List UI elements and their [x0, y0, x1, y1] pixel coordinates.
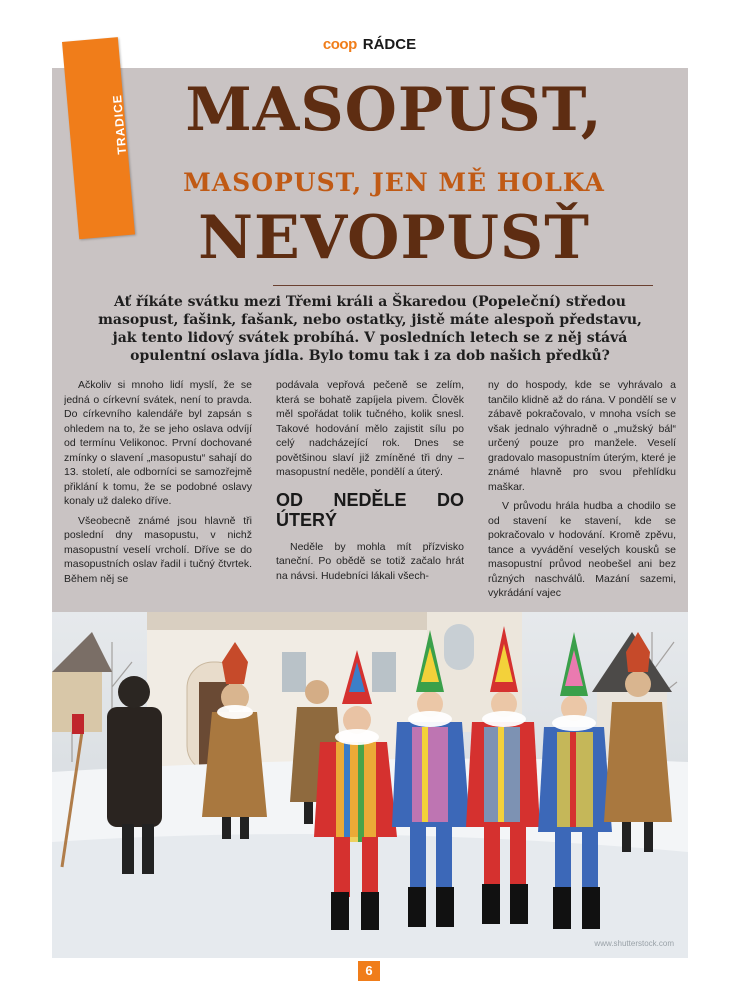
column-2-paragraph-2: Neděle by mohla mít přízvisko taneční. Po obědě se totiž začalo hrát na návsi. Hudebníci lákali všech-: [276, 540, 464, 582]
column-2: [276, 378, 464, 612]
headline-divider: [273, 285, 653, 286]
section-tab-label: TRADICE: [109, 93, 130, 155]
brand: [323, 36, 416, 53]
section-heading: OD NEDĚLE DO ÚTERÝ: [276, 489, 464, 530]
column-3-paragraph-2: V průvodu hrála hudba a chodilo se od stavení ke stavení, kde se pokračovalo v hodování. Kromě zpěvu, tance a vyvádění veselých kousků se masopustní průvod neobešel ani bez různých naschválů. Mazání sazemi, vykrádání vajec: [488, 500, 676, 599]
magazine-title: RÁDCE: [362, 36, 417, 53]
page-number: 6: [358, 961, 380, 981]
coop-logo: coop: [322, 36, 357, 53]
column-1: [64, 378, 252, 612]
column-3: [488, 378, 676, 612]
photo-credit: www.shutterstock.com: [594, 939, 674, 948]
column-1-paragraph-1: Ačkoliv si mnoho lidí myslí, že se jedná o církevní svátek, není to pravda. Do církevního kalendáře byl zapsán s ohledem na to, že se jeho oslava odvíjí od termínu Velikonoc. První dochované zmínky o slavení „masopustu“ sahají do 13. století, ale odborníci se samozřejmě přiklání k tomu, že se podobné oslavy konaly už daleko dříve.: [64, 379, 252, 507]
masquerade-procession-illustration: [52, 612, 688, 958]
article-columns: [64, 378, 676, 612]
column-3-paragraph-1: ny do hospody, kde se vyhrávalo a tančilo klidně až do rána. V pondělí se v zábavě pokračovalo, v mnoha vsích se však jednalo výhradně o „mužský bál“ určený pouze pro manžele. Veselí gradovalo masopustním úterým, které je známé hlavně pro svou přehlídku maškar.: [488, 379, 676, 493]
headline-line-3: NEVOPUSŤ: [198, 203, 590, 273]
column-2-paragraph-1: podávala vepřová pečeně se zelím, která se bohatě zapíjela pivem. Člověk měl spořádat tolik tučného, kolik snesl. Takové hodování mělo zajistit sílu po celý nadcházející rok. Dnes se povětšinou slaví již zmíněné tři dny – masopustní neděle, pondělí a úterý.: [276, 379, 464, 478]
headline-line-2: MASOPUST, JEN MĚ HOLKA: [183, 168, 605, 197]
lead-paragraph: Ať říkáte svátku mezi Třemi králi a Škaredou (Popeleční) středou masopust, fašink, fašank, nebo ostatky, jistě máte alespoň představu, jak tento lidový svátek probíhá. V posledních letech se z něj stává opulentní oslava jídla. Bylo tomu tak i za dob našich předků?: [98, 294, 642, 364]
headline-line-1: MASOPUST,: [185, 75, 603, 145]
carnival-photo: [52, 612, 688, 958]
column-1-paragraph-2: Všeobecně známé jsou hlavně tři poslední dny masopustu, v nichž masopustní veselí vrcholí. Dříve se do masopustních oslav řadil i tučný čtvrtek. Během něj se: [64, 514, 252, 585]
